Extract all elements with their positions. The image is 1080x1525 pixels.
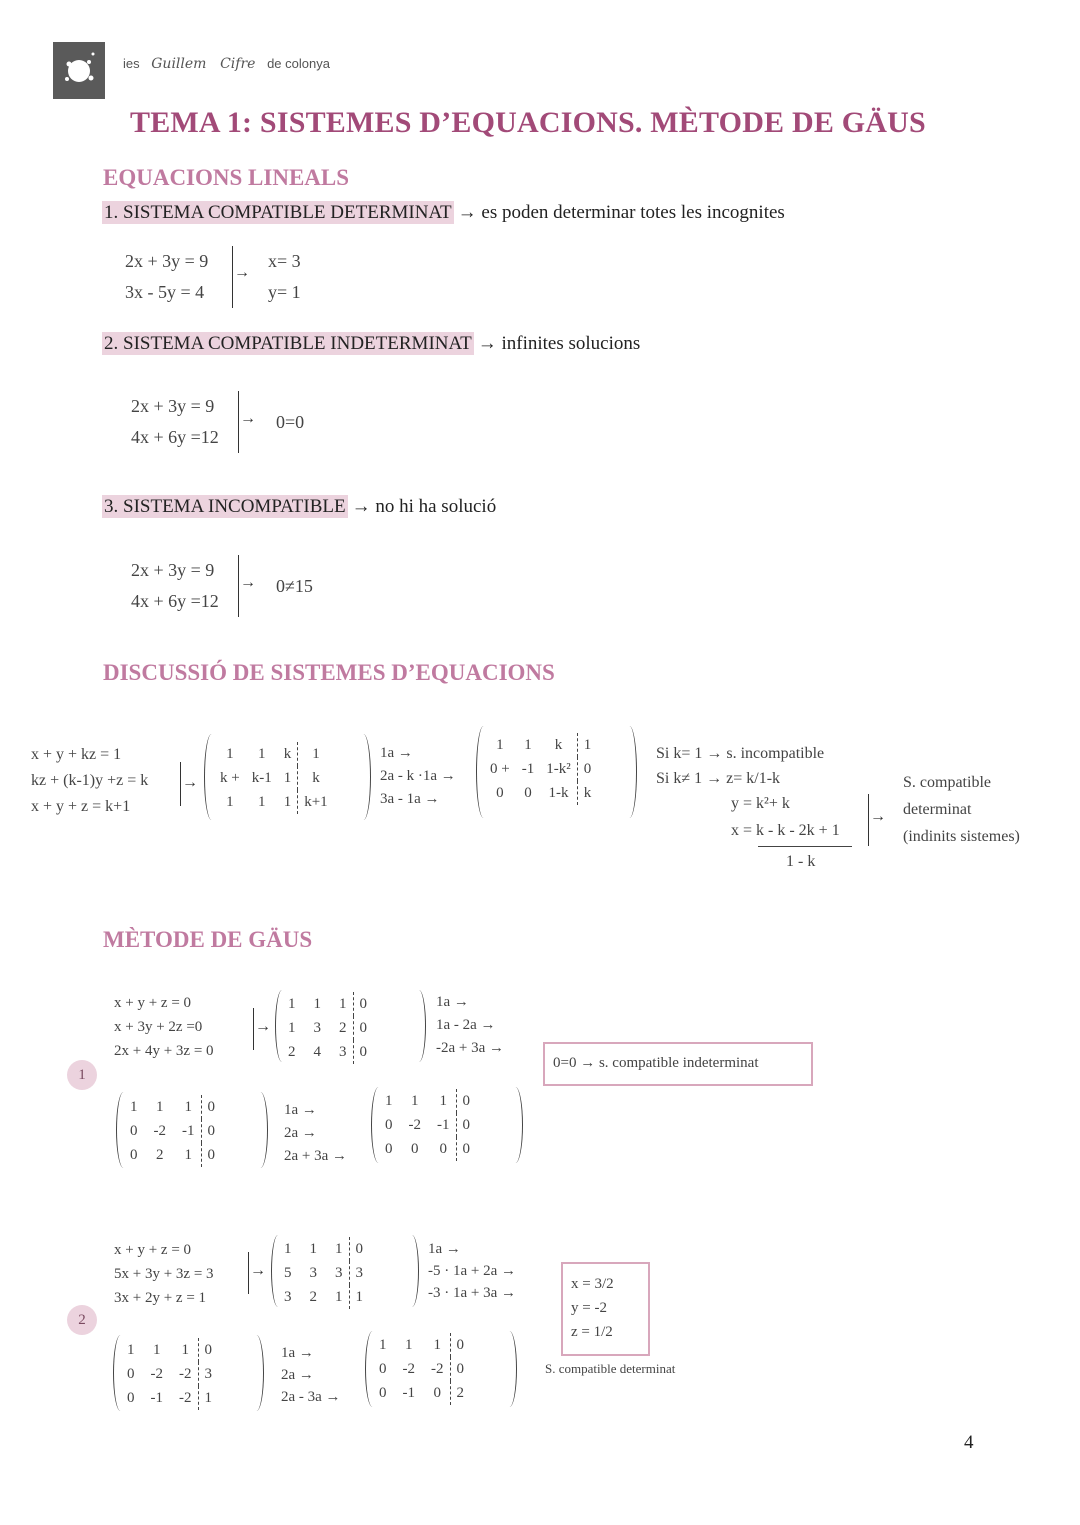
cell: 0: [524, 784, 532, 801]
cell: 0: [496, 784, 504, 801]
cell: -2: [153, 1122, 166, 1139]
cell: 1: [298, 742, 334, 766]
cell: -1: [437, 1116, 450, 1133]
cell: 1: [226, 745, 234, 762]
brace-line: [180, 762, 181, 806]
equation: 2x + 3y = 9: [131, 396, 215, 416]
cell: 3: [349, 1261, 369, 1285]
matrix-row: [379, 1113, 476, 1137]
matrix-row: [373, 1357, 470, 1381]
cell: 3: [313, 1019, 321, 1036]
matrix-row: [214, 766, 334, 790]
cell: 1: [184, 1098, 192, 1115]
school-post: de colonya: [267, 56, 330, 71]
cell: 1: [524, 736, 532, 753]
cell: 0: [201, 1143, 221, 1167]
row-op: 3a - 1a →: [380, 791, 440, 807]
cell: 0: [456, 1137, 476, 1161]
cell: 1: [283, 793, 292, 810]
matrix-row: [124, 1143, 221, 1167]
cell: 0: [353, 992, 373, 1016]
matrix-row: [214, 790, 334, 814]
cell: 3: [335, 1264, 343, 1281]
solution-line: z = 1/2: [571, 1324, 613, 1340]
cell: 1-k: [548, 784, 569, 801]
matrix-paren-right: [356, 734, 371, 820]
cell: 4: [313, 1043, 321, 1060]
matrix-row: [124, 1095, 221, 1119]
cell: 0: [201, 1095, 221, 1119]
cell: 1: [379, 1336, 387, 1353]
cell: k: [298, 766, 334, 790]
cell: 0: [353, 1016, 373, 1040]
cell: 1: [288, 1019, 296, 1036]
equation: 2x + 4y + 3z = 0: [114, 1043, 214, 1059]
cell: -2: [408, 1116, 421, 1133]
discussio-ops: [380, 742, 456, 811]
cell: 1: [339, 995, 347, 1012]
cell: 2: [450, 1381, 470, 1405]
equation: x + y + z = k+1: [31, 798, 131, 815]
cell: 1: [156, 1098, 164, 1115]
matrix-row: [484, 733, 597, 757]
matrix-row: [282, 1040, 373, 1064]
cell: 1: [313, 995, 321, 1012]
arrow-icon: →: [240, 410, 256, 427]
ex1-result: 0=0 → s. compatible indeterminat: [553, 1055, 759, 1071]
cell: k: [283, 745, 292, 762]
discussio-matrix-2: [484, 733, 597, 805]
equation: 5x + 3y + 3z = 3: [114, 1266, 214, 1282]
cell: 1: [288, 995, 296, 1012]
cell: 1: [335, 1288, 343, 1305]
section-heading-equacions: EQUACIONS LINEALS: [103, 165, 350, 190]
cell: 1: [439, 1092, 447, 1109]
discussio-matrix-1: [214, 742, 334, 814]
x-denominator: 1 - k: [786, 853, 816, 870]
cell: k-1: [251, 769, 272, 786]
cell: 0: [385, 1116, 393, 1133]
matrix-row: [282, 992, 373, 1016]
equation: x + y + kz = 1: [31, 746, 122, 763]
cell: 1: [181, 1341, 189, 1358]
cell: k+1: [298, 790, 334, 814]
ex2-ops-1: [428, 1238, 516, 1304]
cell: -1: [402, 1384, 415, 1401]
cell: k +: [220, 769, 240, 786]
cell: 3: [284, 1288, 292, 1305]
cell: 0: [379, 1384, 387, 1401]
school-name: [123, 56, 330, 72]
cell: 1: [257, 745, 266, 762]
row-op: 2a - k ·1a →: [380, 768, 456, 784]
row-op: 2a + 3a →: [284, 1148, 348, 1164]
matrix-row: [121, 1338, 218, 1362]
item-1-line: [102, 202, 785, 224]
cell: -1: [521, 760, 535, 777]
cell: 5: [284, 1264, 292, 1281]
discussio-cases: [656, 741, 824, 791]
arrow-icon: →: [870, 808, 886, 825]
cell: 1: [153, 1341, 161, 1358]
cell: 1: [411, 1092, 419, 1109]
school-logo: [53, 42, 105, 99]
matrix-row: [278, 1261, 369, 1285]
cell: 1: [226, 793, 234, 810]
item-2-line: [102, 333, 640, 355]
example-number-2: 2: [67, 1305, 97, 1335]
row-op: -5 · 1a + 2a →: [428, 1263, 517, 1279]
cell: 0: [456, 1089, 476, 1113]
case-compatible: Si k≠ 1 → z= k/1-k: [656, 770, 781, 787]
matrix-paren-right: [622, 726, 637, 818]
cell: 0: [349, 1237, 369, 1261]
matrix-row: [484, 757, 597, 781]
cell: 1: [184, 1146, 192, 1163]
cell: -2: [179, 1389, 192, 1406]
item-1-equations: [125, 246, 208, 308]
cell: 2: [339, 1019, 347, 1036]
splash-icon: [53, 42, 105, 99]
cell: 1: [257, 793, 266, 810]
cell: 3: [339, 1043, 347, 1060]
fraction-line: [758, 846, 852, 847]
cell: -2: [150, 1365, 163, 1382]
row-op: 1a →: [284, 1102, 317, 1118]
cell: 1: [127, 1341, 135, 1358]
matrix-row: [124, 1119, 221, 1143]
item-1-label: 1. SISTEMA COMPATIBLE DETERMINAT: [104, 202, 452, 223]
cell: 1: [198, 1386, 218, 1410]
cell: 1-k²: [546, 760, 571, 777]
cell: 2: [156, 1146, 164, 1163]
brace-line: [238, 555, 239, 617]
arrow-icon: →: [182, 774, 198, 791]
cell: 0: [379, 1360, 387, 1377]
section-heading-gaus: MÈTODE DE GÄUS: [103, 927, 313, 952]
equation: x + 3y + 2z =0: [114, 1019, 203, 1035]
ex2-solution: [571, 1272, 614, 1344]
note-line: S. compatible: [903, 774, 991, 791]
solution-line: x = 3/2: [571, 1276, 614, 1292]
matrix-row: [379, 1089, 476, 1113]
row-op: -3 · 1a + 3a →: [428, 1285, 517, 1301]
item-3-line: [102, 496, 496, 518]
equation: x + y + z = 0: [114, 995, 192, 1011]
equation: 4x + 6y =12: [131, 591, 219, 611]
cell: 0: [450, 1357, 470, 1381]
ex2-equations: [114, 1238, 214, 1310]
matrix-row: [282, 1016, 373, 1040]
cell: 1: [130, 1098, 138, 1115]
ex2-solution-note: S. compatible determinat: [545, 1361, 676, 1376]
row-op: 1a →: [428, 1241, 461, 1257]
cell: 1: [349, 1285, 369, 1309]
matrix-paren-right: [412, 990, 426, 1062]
school-name-1: Guillem: [151, 56, 207, 72]
matrix-row: [373, 1381, 470, 1405]
matrix-row: [278, 1237, 369, 1261]
solution-line: y = -2: [571, 1300, 607, 1316]
brace-line: [238, 391, 239, 453]
cell: 0: [450, 1333, 470, 1357]
row-op: 2a - 3a →: [281, 1389, 341, 1405]
cell: 0: [577, 757, 597, 781]
cell: 0: [130, 1122, 138, 1139]
row-op: 1a - 2a →: [436, 1017, 496, 1033]
row-op: 1a →: [436, 994, 469, 1010]
cell: 0: [201, 1119, 221, 1143]
cell: k: [577, 781, 597, 805]
arrow-icon: →: [250, 1262, 266, 1279]
ex1-ops-1: [436, 991, 504, 1060]
equation: 4x + 6y =12: [131, 427, 219, 447]
item-1-results: [268, 246, 301, 308]
ex2-matrix-1: [278, 1237, 369, 1309]
matrix-paren-right: [253, 1092, 268, 1168]
equation: 3x - 5y = 4: [125, 282, 205, 302]
arrow-icon: →: [240, 574, 256, 591]
matrix-paren-right: [249, 1335, 264, 1411]
cell: 2: [288, 1043, 296, 1060]
cell: 3: [198, 1362, 218, 1386]
matrix-paren-right: [502, 1331, 517, 1407]
cell: 1: [405, 1336, 413, 1353]
cell: 1: [335, 1240, 343, 1257]
cell: k: [554, 736, 563, 753]
equation: 3x + 2y + z = 1: [114, 1290, 207, 1306]
equation: 2x + 3y = 9: [125, 251, 209, 271]
matrix-row: [121, 1386, 218, 1410]
discussio-note: [903, 769, 1020, 850]
cell: 1: [433, 1336, 441, 1353]
arrow-icon: →: [234, 264, 250, 281]
item-3-desc: → no hi ha solució: [351, 496, 497, 517]
cell: 0: [456, 1113, 476, 1137]
cell: 1: [283, 769, 292, 786]
item-1-desc: → es poden determinar totes les incognites: [457, 202, 785, 223]
ex1-equations: [114, 991, 214, 1063]
cell: 0: [385, 1140, 393, 1157]
cell: 0: [439, 1140, 447, 1157]
example-number-1: 1: [67, 1060, 97, 1090]
cell: -1: [150, 1389, 163, 1406]
matrix-row: [121, 1362, 218, 1386]
matrix-row: [379, 1137, 476, 1161]
result: x= 3: [268, 251, 301, 271]
ex2-matrix-2: [121, 1338, 218, 1410]
result: y= 1: [268, 282, 301, 302]
brace-line: [248, 1252, 249, 1294]
school-name-2: Cifre: [220, 56, 256, 72]
equation: kz + (k-1)y +z = k: [31, 772, 149, 789]
case-incompatible: Si k= 1 → s. incompatible: [656, 745, 825, 762]
item-2-equations: [131, 391, 219, 453]
ex2-ops-2: [281, 1342, 341, 1408]
item-3-label: 3. SISTEMA INCOMPATIBLE: [104, 496, 346, 517]
matrix-row: [484, 781, 597, 805]
row-op: -2a + 3a →: [436, 1040, 505, 1056]
row-op: 1a →: [281, 1345, 314, 1361]
cell: 3: [309, 1264, 317, 1281]
item-2-desc: → infinites solucions: [477, 333, 641, 354]
ex1-ops-2: [284, 1099, 347, 1168]
ex2-matrix-3: [373, 1333, 470, 1405]
cell: 0: [353, 1040, 373, 1064]
discussio-equations: [31, 742, 148, 820]
matrix-paren-right: [405, 1235, 419, 1307]
ex1-matrix-2: [124, 1095, 221, 1167]
cell: 0: [127, 1389, 135, 1406]
ex1-matrix-1: [282, 992, 373, 1064]
cell: 1: [577, 733, 597, 757]
cell: -2: [179, 1365, 192, 1382]
item-2-label: 2. SISTEMA COMPATIBLE INDETERMINAT: [104, 333, 472, 354]
cell: 0: [127, 1365, 135, 1382]
row-op: 2a →: [281, 1367, 314, 1383]
y-expression: y = k²+ k: [731, 795, 790, 812]
row-op: 1a →: [380, 745, 413, 761]
cell: 0: [130, 1146, 138, 1163]
item-2-result: 0=0: [276, 412, 305, 432]
brace-line: [232, 246, 233, 308]
cell: -2: [431, 1360, 444, 1377]
cell: 1: [496, 736, 504, 753]
school-pre: ies: [123, 56, 140, 71]
matrix-paren-right: [508, 1087, 523, 1163]
page-title: TEMA 1: SISTEMES D’EQUACIONS. MÈTODE DE GÄUS: [130, 106, 926, 139]
cell: -2: [402, 1360, 415, 1377]
cell: 2: [309, 1288, 317, 1305]
x-numerator: x = k - k - 2k + 1: [731, 822, 840, 839]
note-line: (indinits sistemes): [903, 828, 1020, 845]
note-line: determinat: [903, 801, 972, 818]
cell: 0: [198, 1338, 218, 1362]
row-op: 2a →: [284, 1125, 317, 1141]
brace-line: [253, 1008, 254, 1050]
cell: 1: [309, 1240, 317, 1257]
equation: x + y + z = 0: [114, 1242, 192, 1258]
cell: -1: [182, 1122, 195, 1139]
page-number: 4: [964, 1432, 974, 1453]
matrix-row: [278, 1285, 369, 1309]
ex1-matrix-3: [379, 1089, 476, 1161]
matrix-row: [373, 1333, 470, 1357]
cell: 1: [385, 1092, 393, 1109]
cell: 0: [411, 1140, 419, 1157]
equation: 2x + 3y = 9: [131, 560, 215, 580]
cell: 1: [284, 1240, 292, 1257]
matrix-row: [214, 742, 334, 766]
item-3-result: 0≠15: [276, 576, 313, 596]
arrow-icon: →: [255, 1018, 271, 1035]
item-3-equations: [131, 555, 219, 617]
brace-line: [868, 794, 869, 846]
cell: 0 +: [490, 760, 510, 777]
cell: 0: [433, 1384, 441, 1401]
section-heading-discussio: DISCUSSIÓ DE SISTEMES D’EQUACIONS: [103, 660, 555, 685]
